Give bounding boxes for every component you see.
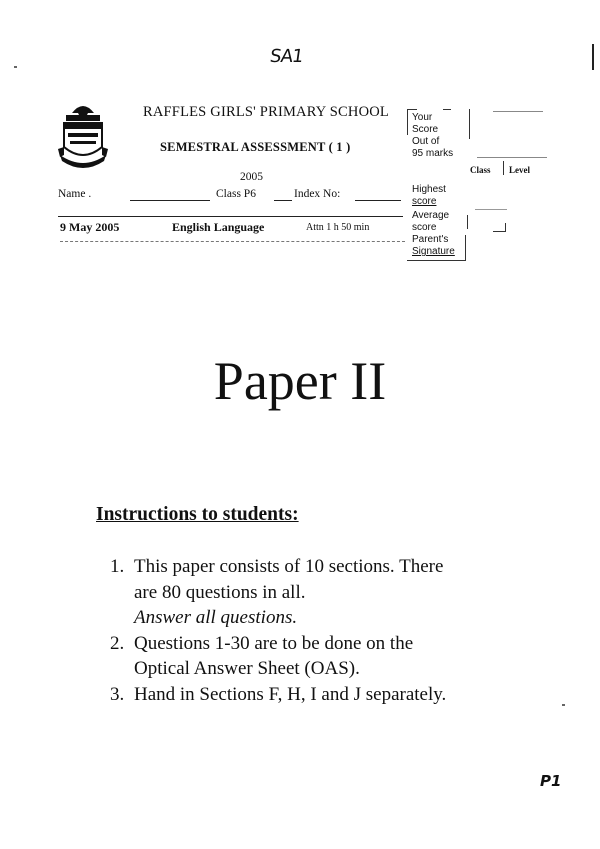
item-text: Optical Answer Sheet (OAS). — [134, 658, 360, 679]
dashed-divider — [60, 241, 405, 242]
item-number: 3. — [110, 683, 125, 705]
score-box-divider — [465, 235, 466, 261]
scan-speck — [14, 66, 17, 68]
score-box-edge — [407, 109, 417, 110]
average-score-label: score — [412, 222, 437, 233]
out-of-label: Out of — [412, 136, 440, 147]
marks-label: 95 marks — [412, 148, 454, 159]
list-item — [110, 682, 580, 708]
score-box-divider — [493, 231, 505, 232]
margin-mark — [592, 44, 594, 70]
instructions-list — [110, 554, 580, 707]
average-label: Average — [412, 210, 450, 221]
score-box-divider — [505, 223, 506, 232]
your-label: Your — [412, 112, 433, 123]
score-box-edge — [407, 260, 465, 261]
score-box-edge — [493, 111, 543, 112]
subject: English Language — [172, 220, 265, 234]
exam-date: 9 May 2005 — [60, 220, 120, 234]
paper-title: Paper II — [213, 351, 387, 411]
signature-label: Signature — [412, 246, 455, 257]
index-label: Index No: — [294, 188, 341, 200]
parents-label: Parent's — [412, 234, 449, 245]
score-box-divider — [475, 209, 507, 210]
header-divider — [58, 216, 403, 217]
name-label: Name . — [58, 188, 92, 200]
page-number: P1 — [540, 772, 562, 790]
list-item — [110, 631, 580, 682]
score-box-edge — [443, 109, 451, 110]
class-field[interactable] — [274, 188, 292, 201]
handwritten-mark: SA1 — [268, 46, 305, 67]
class-label: Class P6 — [216, 188, 256, 200]
score-box-edge — [407, 109, 408, 135]
score-label: Score — [412, 124, 439, 135]
scan-speck — [562, 704, 565, 706]
score-box-divider — [503, 161, 504, 175]
time-allowed: Attn 1 h 50 min — [306, 222, 370, 233]
score-box — [405, 105, 550, 263]
item-text: Questions 1-30 are to be done on the — [134, 632, 414, 654]
item-number: 2. — [110, 632, 125, 654]
list-item — [110, 554, 580, 631]
assessment-title: SEMESTRAL ASSESSMENT ( 1 ) — [160, 140, 351, 154]
highest-score-label: score — [412, 196, 437, 207]
highest-label: Highest — [412, 184, 446, 195]
score-box-divider — [469, 109, 470, 139]
assessment-year: 2005 — [240, 171, 263, 183]
item-number: 1. — [110, 556, 125, 577]
school-crest-icon — [58, 99, 108, 177]
item-emphasis: Answer all questions. — [134, 607, 298, 628]
item-text: Hand in Sections F, H, I and J separately. — [134, 683, 447, 705]
item-text: This paper consists of 10 sections. There — [134, 556, 444, 577]
class-column-header: Class — [470, 165, 491, 175]
index-field[interactable] — [355, 188, 401, 201]
school-name: RAFFLES GIRLS' PRIMARY SCHOOL — [143, 104, 389, 120]
score-box-divider — [467, 215, 468, 229]
name-field[interactable] — [130, 188, 210, 201]
level-column-header: Level — [509, 165, 530, 175]
item-text: are 80 questions in all. — [134, 581, 306, 603]
score-box-divider — [477, 157, 547, 158]
instructions-heading: Instructions to students: — [96, 504, 299, 525]
